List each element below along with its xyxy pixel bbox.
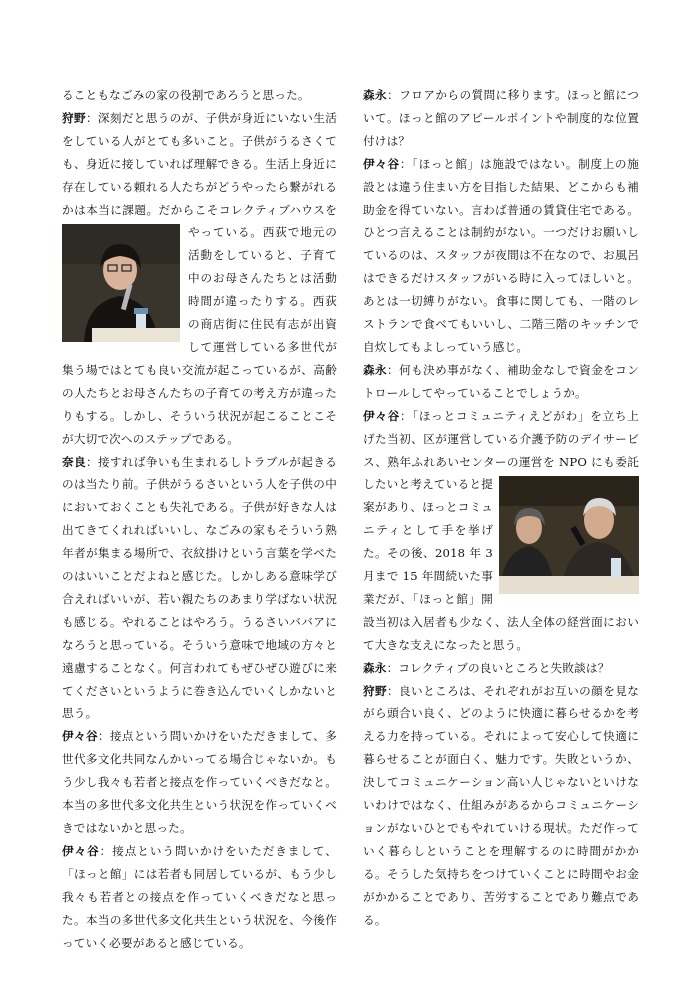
- paragraph: 森永：コレクティブの良いところと失敗談は？: [363, 660, 610, 675]
- speaker-name: 伊々谷: [363, 408, 400, 423]
- paragraph: 森永：フロアからの質問に移ります。ほっと館について。ほっと館のアピールポイントや制度的な位置付けは？: [363, 88, 639, 148]
- speaker-name: 伊々谷: [62, 729, 98, 744]
- paragraph: 奈良：接すれば争いも生まれるしトラブルが起きるのは当たり前。子供がうるさいという人を子供の中においておくことも失礼である。子供が好きな人は出てきてくれればいいし、なごみの家もそういう熟年者が集まる場所で、衣紋掛けという言葉を学べたのはいいことだよねと感じた。しかしある意味学び合えればいいが、若い親たちのあまり学ばない状況も感じる。やれることはやろう。うるさいババアになろうと思っている。そういう意味で地域の方々と遠慮することなく。何言われてもぜひぜひ遊びに来てくださいというように巻き込んでいくしかないと思う。: [62, 454, 337, 721]
- paragraph: 森永：何も決め事がなく、補助金なしで資金をコントロールしてやっていることでしょうか。: [363, 362, 640, 400]
- paragraph: 伊々谷：接点という問いかけをいただきまして、多世代多文化共同なんかいってる場合じゃないか。もう少し我々も若者と接点を作っていくべきだなと。本当の多世代多文化共生という状況を作っていくべきではないかと思った。: [62, 729, 337, 835]
- speaker-name: 森永: [363, 88, 388, 102]
- speaker-name: 伊々谷: [363, 156, 400, 171]
- speaker-name: 森永: [363, 660, 387, 675]
- paragraph-text: 接すれば争いも生まれるしトラブルが起きるのは当たり前。子供がうるさいという人を子供の中においておくことも失礼である。子供が好きな人は出てきてくれればいいし、なごみの家もそういう熟年者が集まる場所で、衣紋掛けという言葉を学べたのはいいことだよねと感じた。しかしある意味学び合えればいいが、若い親たちのあまり学ばない状況も感じる。やれることはやろう。うるさいババアになろうと思っている。そういう意味で地域の方々と遠慮することなく。何言われてもぜひぜひ遊びに来てくださいというように巻き込んでいくしかないと思う。: [62, 454, 337, 721]
- right-column: [363, 84, 639, 932]
- speaker-name: 森永: [363, 362, 388, 377]
- speaker-name: 狩野: [363, 683, 388, 698]
- paragraph: 狩野：深刻だと思うのが、子供が身近にいない生活をしている人がとても多いこと。子供がうるさくても、身近に接していれば理解できる。生活上身近に存在している頼れる人たちがどうやったら繋がれるかは本当に課題。だからこそコレ クティブハウスをやっている。西荻で地元の活動をしていると、子育て中のお母さんたちとは活動時間が違ったりする。西荻の商店街に住民有志が出資して運営している多世代が集う場ではとても良い交流が起こっているが、高齢の人たちとお母さんたちの子育ての考え方が違ったりもする。しかし、そういう状況が起こることこそが大切で次へのステップである。: [62, 110, 337, 446]
- paragraph-text: 「ほっと館」は施設ではない。制度上の施設とは違う住まい方を目指した結果、どこからも補助金を得ていない。言わば普通の賃貸住宅である。ひとつ言えることは制約がない。一つだけお願いしているのは、スタッフが夜間は不在なので、お風呂はできるだけスタッフがいる時に入ってほしいと。あとは一切縛りがない。食事に関しても、一階のレストランで食べてもいいし、二階三階のキッチンで自炊してもよしっていう感じ。: [363, 156, 639, 354]
- paragraph: 伊々谷：「ほっと館」は施設ではない。制度上の施設とは違う住まい方を目指した結果、どこからも補助金を得ていない。言わば普通の賃貸住宅である。ひとつ言えることは制約がない。一つだけお願いしているのは、スタッフが夜間は不在なので、お風呂はできるだけスタッフがいる時に入ってほしいと。あとは一切縛りがない。食事に関しても、一階のレストランで食べてもいいし、二階三階のキッチンで自炊してもよしっていう感じ。: [363, 156, 639, 354]
- speaker-photo-woman-microphone: [62, 224, 180, 342]
- paragraph-text: クティブハウスをやっている。西荻で地元の活動をしていると、子育て中のお母さんたちとは活動時間が違ったりする。西荻の商店街に住民有志が出資して運営している多世代が集う場ではとても良い交流が起こっているが、高齢の人たちとお母さんたちの子育ての考え方が違ったりもする。しかし、そういう状況が起こることこそが大切で次へのステップである。: [62, 202, 337, 446]
- paragraph-text: フロアからの質問に移ります。ほっと館について。ほっと館のアピールポイントや制度的な位置付けは？: [363, 88, 639, 148]
- speaker-name: 狩野: [62, 110, 86, 125]
- paragraph-text: 接点という問いかけをいただきまして、「ほっと館」には若者も同居しているが、もう少し我々も若者との接点を作っていくべきだなと思った。本当の多世代多文化共生という状況を、今後作っていく必要があると感じている。: [62, 843, 337, 950]
- left-column: [62, 84, 337, 954]
- speaker-photo-two-panelists: [499, 476, 639, 594]
- paragraph: 伊々谷：接点という問いかけをいただきまして、「ほっと館」には若者も同居しているが、もう少し我々も若者との接点を作っていくべきだなと思った。本当の多世代多文化共生という状況を、今後作っていく必要があると感じている。: [62, 843, 337, 950]
- paragraph: ることもなごみの家の役割であろうと思った。: [62, 88, 310, 102]
- paragraph-text: 案があり、ほっとコミュニティとして手を挙げた。その後、2018 年 3 月まで 15 年間続いた事業だが、「ほっと館」開設当初は入居者も少なく、法人全体の経営面において大きな支えになったと思う。: [363, 500, 639, 652]
- paragraph-text: 良いところは、それぞれがお互いの顔を見ながら頭合い良く、どのように快適に暮らせるかを考える力を持っている。それによって安心して快適に暮らせることが面白く、魅力です。失敗というか、決してコミュニケーション高い人じゃないといけないわけではなく、仕組みがあるからコミュニケーションがないひとでもやれていける現状。ただ作っていく暮らしということを理解するのに時間がかかる。そうした気持ちをつけていくことに時間やお金がかかることであり、苦労することであり難点である。: [363, 683, 639, 927]
- paragraph-text: コレクティブの良いところと失敗談は？: [398, 660, 610, 675]
- paragraph-text: 「ほっとコミュニティえどがわ」を立ち上げた当初、区が運営している介護予防のデイサービス、熟年ふれあいセンターの運営を NPO にも委託したいと考えていると提: [363, 408, 639, 492]
- paragraph-text: 深刻だと思うのが、子供が身近にいない生活をしている人がとても多いこと。子供がうるさくても、身近に接していれば理解できる。生活上身近に存在している頼れる人たちがどうやったら繋がれるかは本当に課題。だからこそコレ: [62, 110, 337, 217]
- paragraph-text: 接点という問いかけをいただきまして、多世代多文化共同なんかいってる場合じゃないか。もう少し我々も若者と接点を作っていくべきだなと。本当の多世代多文化共生という状況を作っていくべきではないかと思った。: [62, 729, 337, 835]
- speaker-name: 奈良: [62, 454, 86, 469]
- paragraph-text: 何も決め事がなく、補助金なしで資金をコントロールしてやっていることでしょうか。: [363, 362, 640, 400]
- paragraph: 伊々谷：「ほっとコミュニティえどがわ」を立ち上げた当初、区が運営している介護予防のデイサービス、熟年ふれあいセンターの運営を NPO にも委託したいと考えていると提 案があり、ほっとコミュニティとして手を挙げた。その後、2018 年 3 月まで 15 年間続いた事業だが、「ほっと館」開設当初は入居者も少なく、法人全体の経営面において大きな支えになったと思う。: [363, 408, 639, 652]
- speaker-name: 伊々谷: [62, 843, 100, 858]
- paragraph: 狩野：良いところは、それぞれがお互いの顔を見ながら頭合い良く、どのように快適に暮らせるかを考える力を持っている。それによって安心して快適に暮らせることが面白く、魅力です。失敗というか、決してコミュニケーション高い人じゃないといけないわけではなく、仕組みがあるからコミュニケーションがないひとでもやれていける現状。ただ作っていく暮らしということを理解するのに時間がかかる。そうした気持ちをつけていくことに時間やお金がかかることであり、苦労することであり難点である。: [363, 683, 639, 927]
